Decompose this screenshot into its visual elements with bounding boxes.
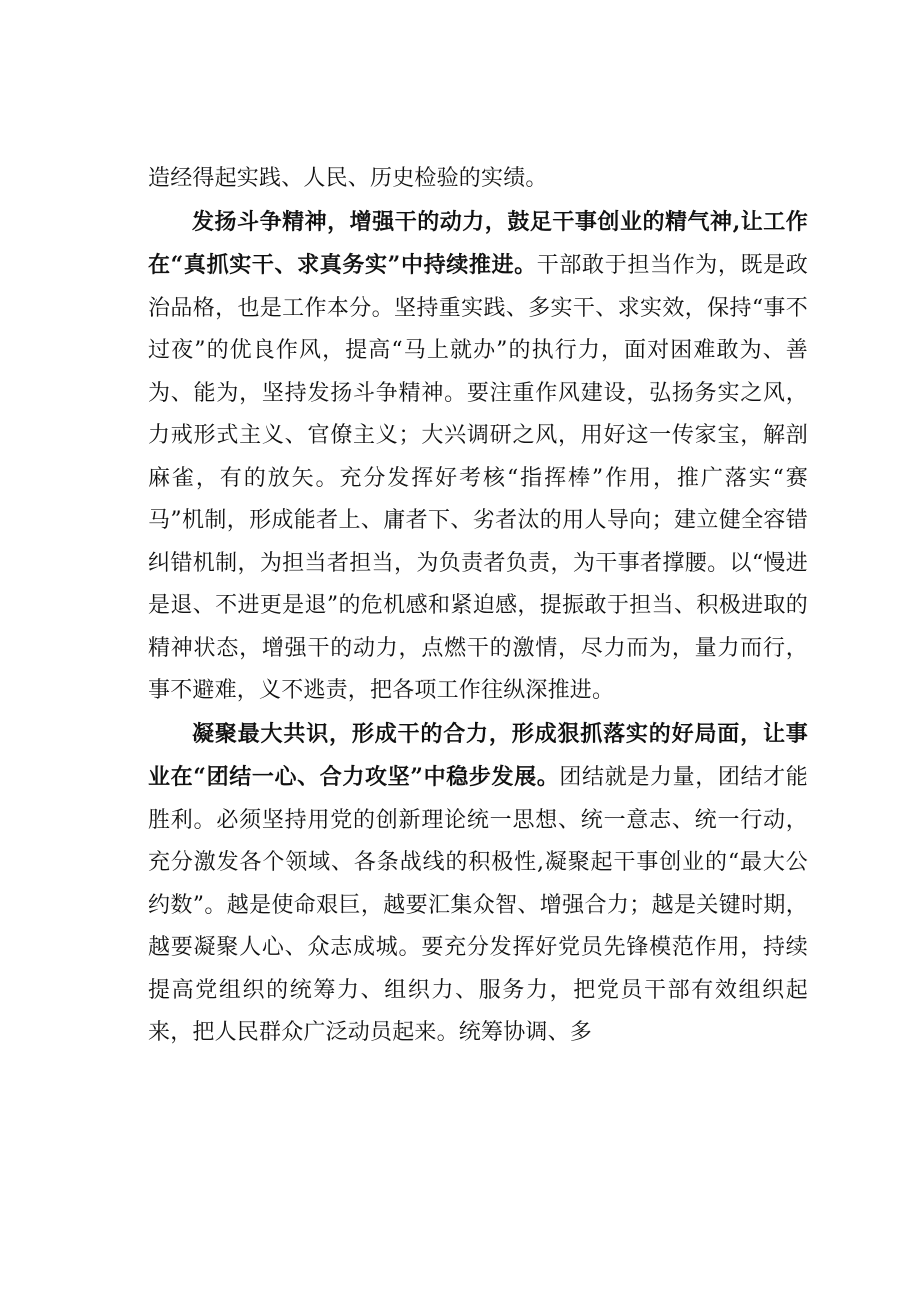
- document-page: [148, 158, 808, 1055]
- paragraph-body: 干部敢于担当作为，既是政治品格，也是工作本分。坚持重实践、多实干、求实效，保持“事不过夜”的优良作风，提高“马上就办”的执行力，面对困难敢为、善为、能为，坚持发扬斗争精神。要注重作风建设，弘扬务实之风，力戒形式主义、官僚主义；大兴调研之风，用好这一传家宝，解剖麻雀，有的放矢。充分发挥好考核“指挥棒”作用，推广落实“赛马”机制，形成能者上、庸者下、劣者汰的用人导向；建立健全容错纠错机制，为担当者担当，为负责者负责，为干事者撑腰。以“慢进是退、不进更是退”的危机感和紧迫感，提振敢于担当、积极进取的精神状态，增强干的动力，点燃干的激情，尽力而为，量力而行，事不避难，义不逃责，把各项工作往纵深推进。: [148, 253, 808, 703]
- paragraph-lead-heading: 凝聚最大共识，形成干的合力，形成狠抓落实的好局面，让事业在“团结一心、合力攻坚”中稳步发展。: [148, 720, 808, 790]
- paragraph-consensus: [148, 713, 808, 1055]
- paragraph-continuation: [148, 158, 808, 201]
- paragraph-lead-heading: 发扬斗争精神，增强干的动力，鼓足干事创业的精气神,让工作在“真抓实干、求真务实”中持续推进。: [148, 208, 808, 278]
- paragraph-body: 造经得起实践、人民、历史检验的实绩。: [148, 166, 548, 191]
- paragraph-body: 团结就是力量，团结才能胜利。必须坚持用党的创新理论统一思想、统一意志、统一行动，充分激发各个领域、各条战线的积极性,凝聚起干事创业的“最大公约数”。越是使命艰巨，越要汇集众智、增强合力；越是关键时期，越要凝聚人心、众志成城。要充分发挥好党员先锋模范作用，持续提高党组织的统筹力、组织力、服务力，把党员干部有效组织起来，把人民群众广泛动员起来。统筹协调、多: [148, 765, 808, 1045]
- paragraph-struggle-spirit: [148, 201, 808, 713]
